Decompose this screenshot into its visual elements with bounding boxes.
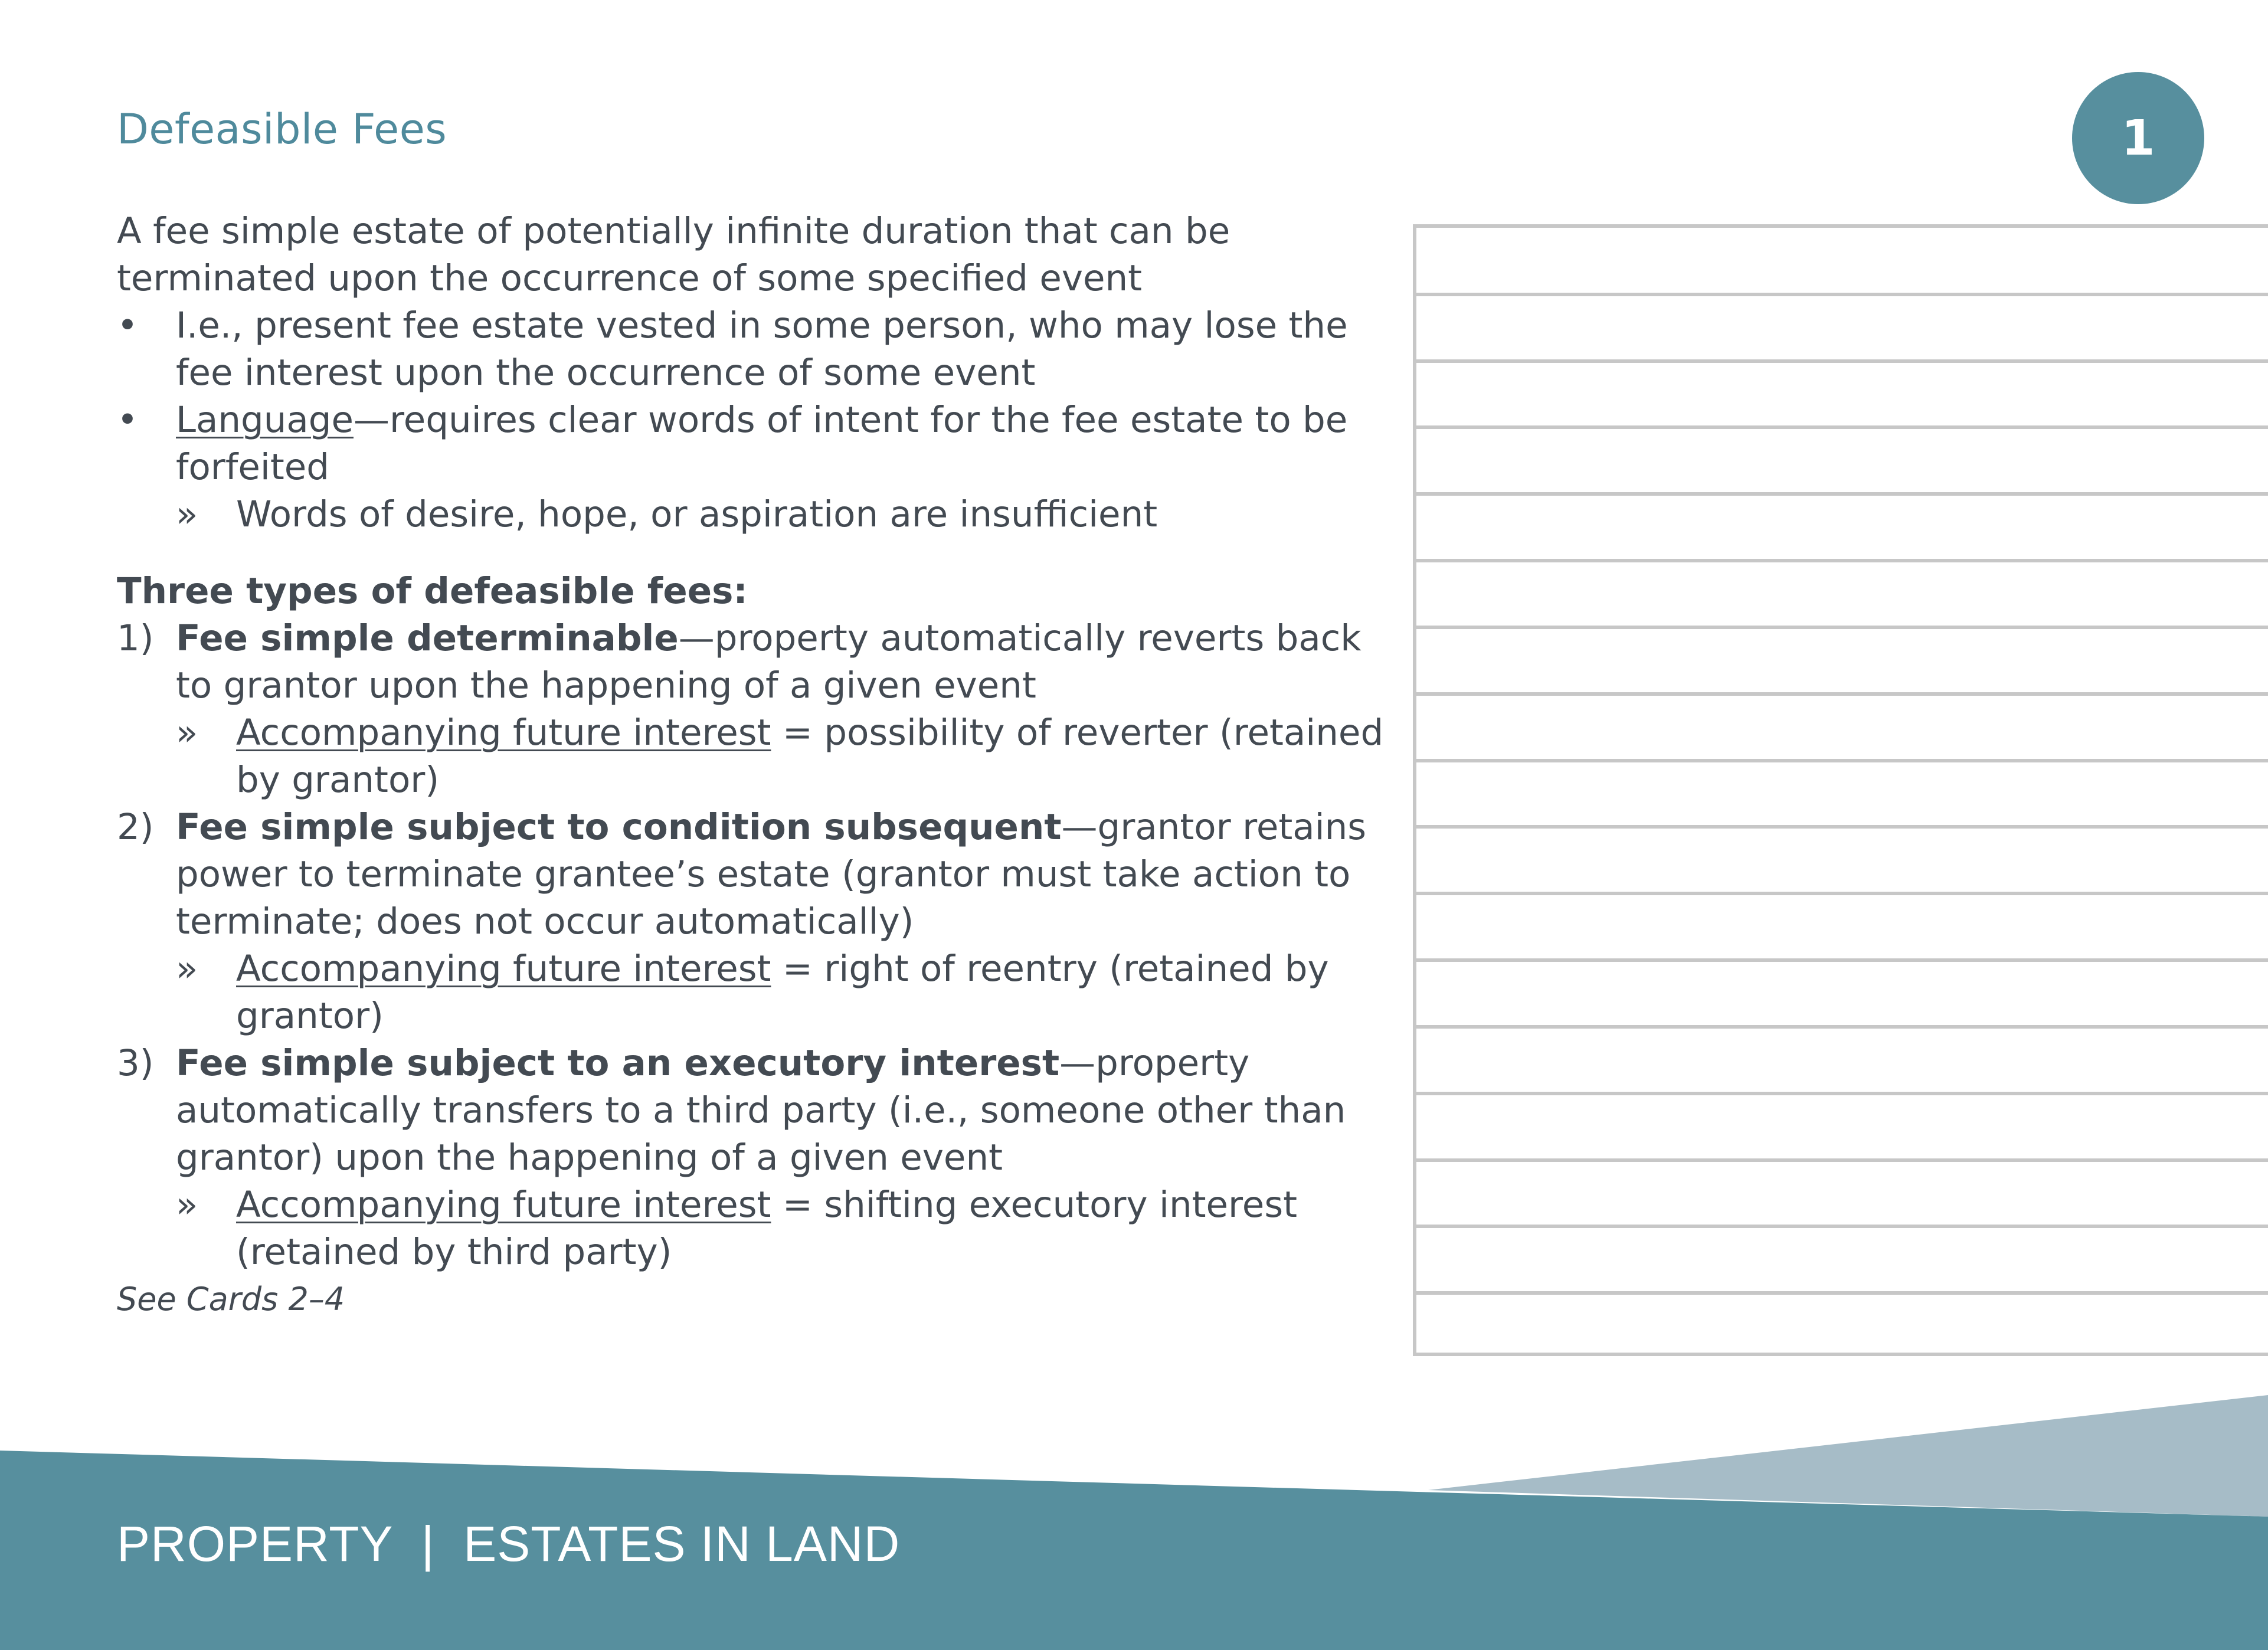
sub-bullet-marker: » — [176, 493, 198, 535]
note-line — [1416, 293, 2268, 296]
future-interest-text: = right of reentry (retained by grantor) — [236, 948, 1329, 1037]
type-description: —property automatically reverts back to grantor upon the happening of a given event — [176, 617, 1362, 706]
card-content — [117, 208, 1386, 1323]
note-line — [1416, 359, 2268, 363]
note-line — [1416, 1291, 2268, 1295]
sub-bullet-marker: » — [176, 1184, 198, 1226]
note-line — [1416, 425, 2268, 429]
sub-bullet-text: Words of desire, hope, or aspiration are insufficient — [236, 493, 1158, 535]
bullet-item — [117, 302, 1386, 397]
card-title: Defeasible Fees — [117, 105, 447, 153]
note-line — [1416, 559, 2268, 562]
note-line — [1416, 759, 2268, 762]
type-description: —property automatically transfers to a third party (i.e., someone other than grantor) upon the happening of a given event — [176, 1042, 1346, 1178]
definition-text: A fee simple estate of potentially infinite duration that can be terminated upon the occurrence of some specified event — [117, 210, 1230, 299]
type-number: 1) — [117, 617, 154, 659]
bullet-marker: • — [117, 305, 138, 346]
bullet-item — [117, 397, 1386, 491]
future-interest-text: = possibility of reverter (retained by grantor) — [236, 712, 1384, 801]
footer-text: PROPERTY | ESTATES IN LAND — [117, 1516, 901, 1572]
note-line — [1416, 692, 2268, 696]
future-interest-label: Accompanying future interest — [236, 948, 771, 990]
sub-bullet-marker: » — [176, 948, 198, 990]
future-interest-label: Accompanying future interest — [236, 712, 771, 754]
bullet-text: I.e., present fee estate vested in some person, who may lose the fee interest upon the occurrence of some event — [176, 305, 1348, 394]
future-interest-item — [117, 945, 1386, 1040]
note-line — [1416, 1225, 2268, 1228]
type-name: Fee simple subject to an executory interest — [176, 1042, 1060, 1084]
types-heading: Three types of defeasible fees: — [117, 570, 748, 612]
future-interest-item — [117, 709, 1386, 804]
future-interest-text: = shifting executory interest (retained by third party) — [236, 1184, 1298, 1273]
type-number: 2) — [117, 806, 154, 848]
bullet-marker: • — [117, 399, 138, 441]
type-number: 3) — [117, 1042, 154, 1084]
type-name: Fee simple subject to condition subsequent — [176, 806, 1062, 848]
bullet-text: —requires clear words of intent for the fee estate to be forfeited — [176, 399, 1348, 488]
type-item — [117, 615, 1386, 709]
note-line — [1416, 892, 2268, 895]
type-item — [117, 804, 1386, 945]
notes-area[interactable] — [1413, 224, 2268, 1356]
sub-bullet-item — [117, 491, 1386, 538]
future-interest-item — [117, 1181, 1386, 1276]
bullet-term: Language — [176, 399, 354, 441]
card-number-badge: 1 — [2072, 72, 2204, 204]
sub-bullet-marker: » — [176, 712, 198, 754]
type-item — [117, 1040, 1386, 1181]
note-line — [1416, 825, 2268, 829]
note-line — [1416, 1025, 2268, 1029]
note-line — [1416, 1158, 2268, 1162]
type-description: —grantor retains power to terminate grantee’s estate (grantor must take action to terminate; does not occur automatically) — [176, 806, 1367, 942]
future-interest-label: Accompanying future interest — [236, 1184, 771, 1226]
note-line — [1416, 492, 2268, 496]
note-line — [1416, 626, 2268, 629]
note-line — [1416, 958, 2268, 962]
note-line — [1416, 1092, 2268, 1095]
type-name: Fee simple determinable — [176, 617, 679, 659]
see-cards-reference: See Cards 2–4 — [117, 1281, 345, 1318]
